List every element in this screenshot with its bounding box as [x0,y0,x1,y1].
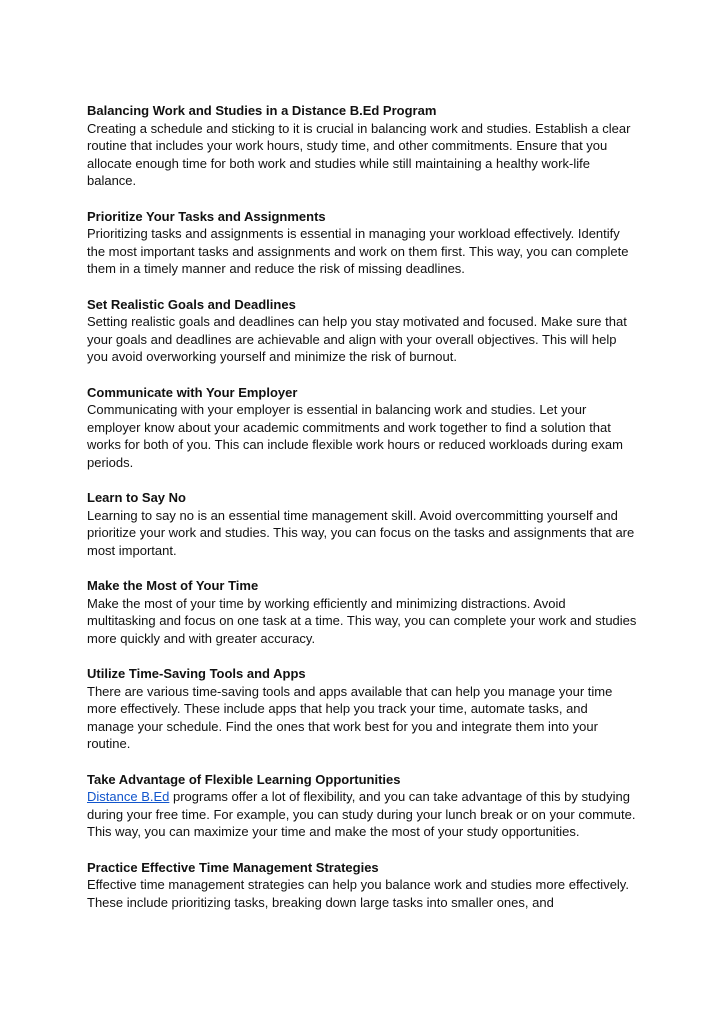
section-heading: Learn to Say No [87,490,186,506]
section-body: There are various time-saving tools and apps available that can help you manage your time more effectively. These include apps that help you track your time, automate tasks, and manage your schedule. Find the ones that work best for you and integrate them into your routine. [87,683,613,752]
section-heading: Prioritize Your Tasks and Assignments [87,208,326,224]
section-make-most-time [87,577,637,647]
section-body-text: programs offer a lot of flexibility, and you can take advantage of this by studying during your free time. For example, you can study during your lunch break or on your commute. This way, you can maximize your time and make the most of your study opportunities. [87,789,636,840]
section-flexible-learning [87,771,637,841]
section-time-management-strategies [87,859,637,912]
section-time-saving-tools [87,665,637,753]
section-heading: Utilize Time-Saving Tools and Apps [87,666,306,681]
section-learn-say-no [87,489,637,559]
section-body: Learning to say no is an essential time management skill. Avoid overcommitting yourself and prioritize your work and studies. This way, you can focus on the tasks and assignments that are most important. [87,507,635,558]
section-heading: Take Advantage of Flexible Learning Opportunities [87,771,401,787]
section-body: Communicating with your employer is essential in balancing work and studies. Let your employer know about your academic commitments and work together to find a solution that works for both of you. This can include flexible work hours or reduced workloads during exam periods. [87,402,623,470]
section-body: Effective time management strategies can help you balance work and studies more effectively. These include prioritizing tasks, breaking down large tasks into smaller ones, and [87,877,629,910]
section-heading: Practice Effective Time Management Strategies [87,859,379,875]
section-prioritize-tasks [87,208,637,278]
section-heading: Make the Most of Your Time [87,578,259,594]
section-body: Prioritizing tasks and assignments is essential in managing your workload effectively. Identify the most important tasks and assignments and work on them first. This way, you can complete them in a timely manner and reduce the risk of missing deadlines. [87,226,629,277]
section-realistic-goals [87,296,637,366]
section-body: Make the most of your time by working efficiently and minimizing distractions. Avoid multitasking and focus on one task at a time. This way, you can complete your work and studies more quickly and with greater accuracy. [87,595,637,646]
section-heading: Communicate with Your Employer [87,384,298,400]
section-balancing-work-studies [87,102,637,190]
section-heading: Balancing Work and Studies in a Distance B.Ed Program [87,103,437,118]
section-body [87,788,637,841]
section-communicate-employer [87,384,637,472]
section-body: Creating a schedule and sticking to it is crucial in balancing work and studies. Establish a clear routine that includes your work hours, study time, and other commitments. Ensure that you allocate enough time for both work and studies while still maintaining a healthy work-life balance. [87,120,631,189]
section-heading: Set Realistic Goals and Deadlines [87,296,296,312]
document-page [87,102,637,929]
distance-bed-link[interactable]: Distance B.Ed [87,789,170,805]
section-body: Setting realistic goals and deadlines can help you stay motivated and focused. Make sure that your goals and deadlines are achievable and align with your overall objectives. This will help you avoid overworking yourself and minimize the risk of burnout. [87,314,627,365]
